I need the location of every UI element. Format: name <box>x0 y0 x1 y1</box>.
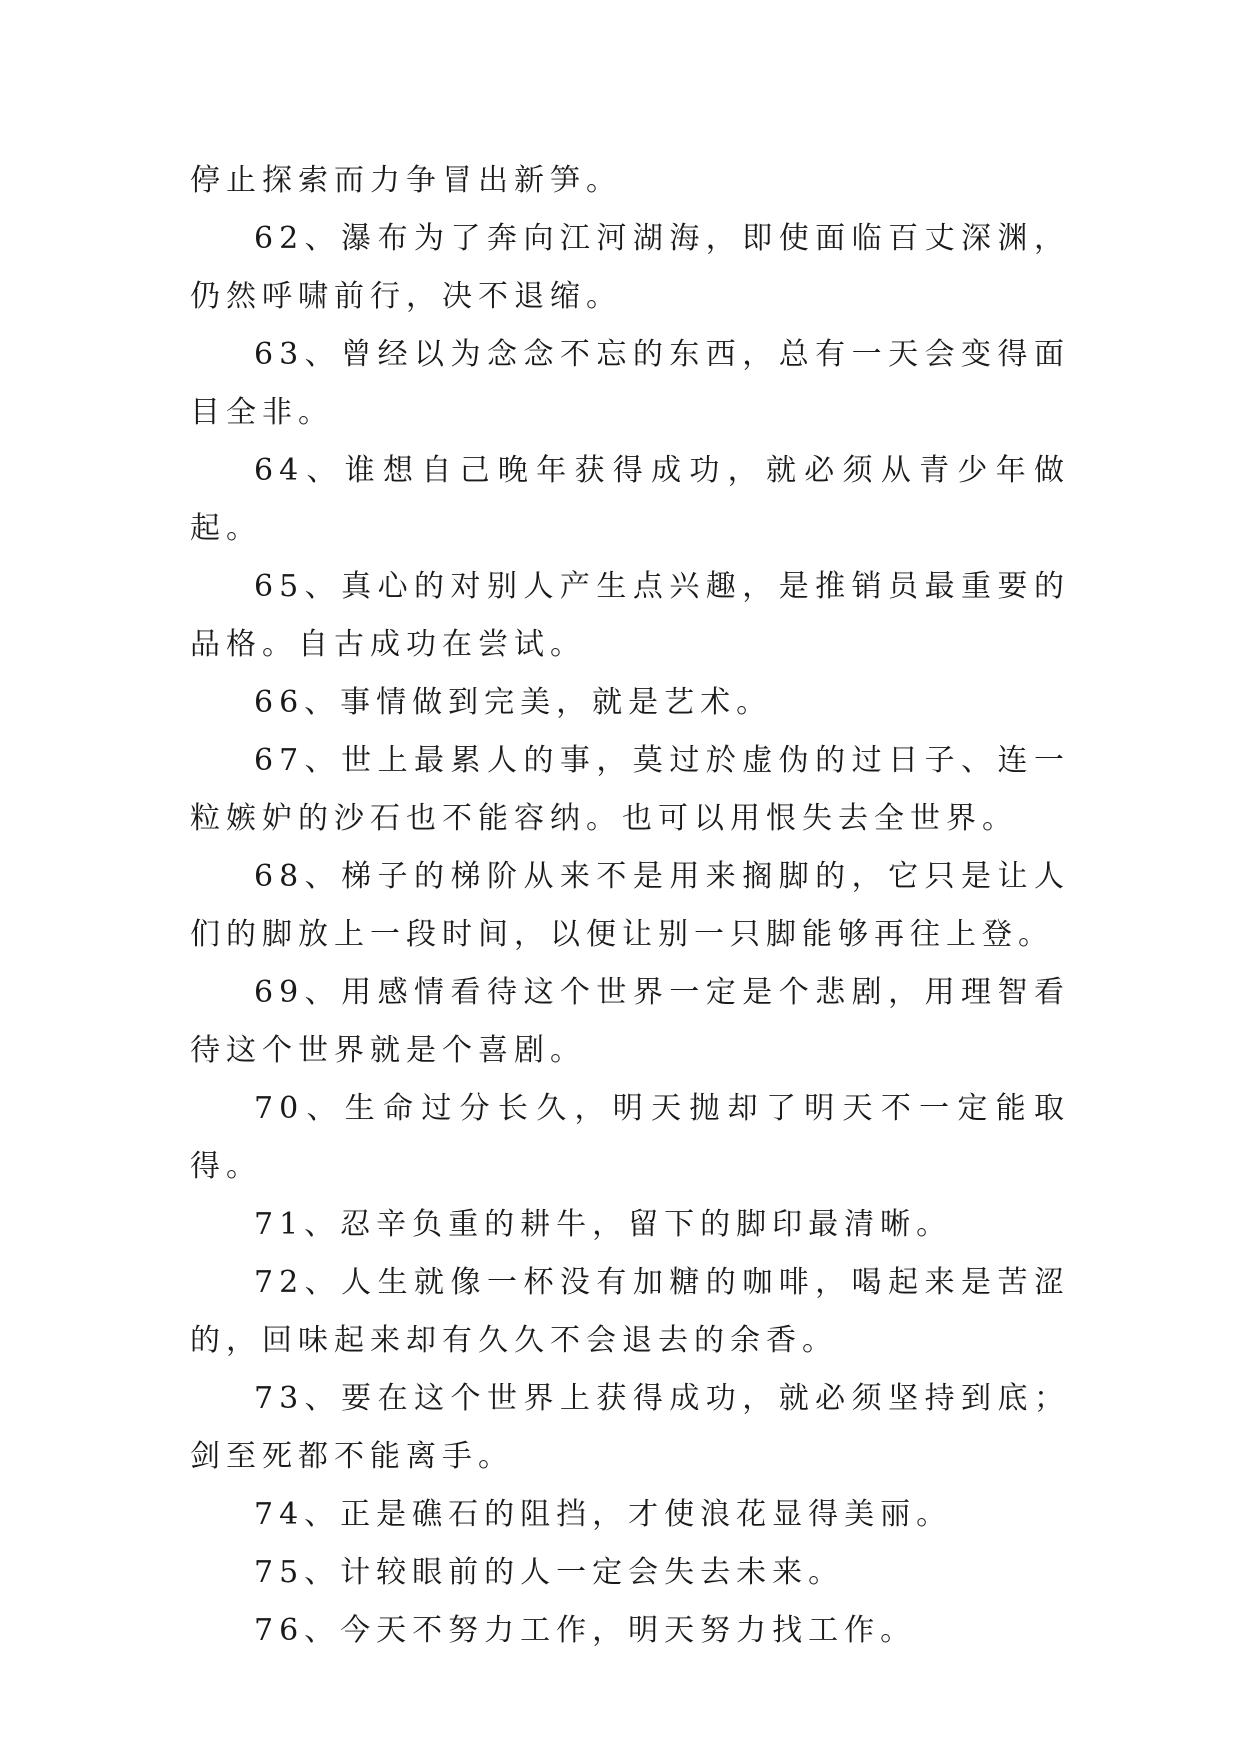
paragraph-65: 65、真心的对别人产生点兴趣，是推销员最重要的品格。自古成功在尝试。 <box>190 569 1070 662</box>
paragraph-67: 67、世上最累人的事，莫过於虚伪的过日子、连一粒嫉妒的沙石也不能容纳。也可以用恨失去全世界。 <box>190 743 1070 836</box>
paragraph-71: 71、忍辛负重的耕牛，留下的脚印最清晰。 <box>254 1207 953 1242</box>
paragraph-66: 66、事情做到完美，就是艺术。 <box>254 685 773 720</box>
paragraph-69: 69、用感情看待这个世界一定是个悲剧，用理智看待这个世界就是个喜剧。 <box>190 975 1070 1068</box>
paragraph-68: 68、梯子的梯阶从来不是用来搁脚的，它只是让人们的脚放上一段时间，以便让别一只脚能够再往上登。 <box>190 859 1070 952</box>
paragraph-76: 76、今天不努力工作，明天努力找工作。 <box>254 1613 917 1648</box>
paragraph-74: 74、正是礁石的阻挡，才使浪花显得美丽。 <box>254 1497 953 1532</box>
paragraph-63: 63、曾经以为念念不忘的东西，总有一天会变得面目全非。 <box>190 337 1070 430</box>
paragraph-continuation: 停止探索而力争冒出新笋。 <box>190 163 622 198</box>
paragraph-73: 73、要在这个世界上获得成功，就必须坚持到底；剑至死都不能离手。 <box>190 1381 1070 1474</box>
paragraph-70: 70、生命过分长久，明天抛却了明天不一定能取得。 <box>190 1091 1070 1184</box>
paragraph-72: 72、人生就像一杯没有加糖的咖啡，喝起来是苦涩的，回味起来却有久久不会退去的余香。 <box>190 1265 1070 1358</box>
paragraph-75: 75、计较眼前的人一定会失去未来。 <box>254 1555 845 1590</box>
paragraph-62: 62、瀑布为了奔向江河湖海，即使面临百丈深渊，仍然呼啸前行，决不退缩。 <box>190 221 1070 314</box>
document-body <box>190 152 1070 1660</box>
paragraph-64: 64、谁想自己晚年获得成功，就必须从青少年做起。 <box>190 453 1070 546</box>
